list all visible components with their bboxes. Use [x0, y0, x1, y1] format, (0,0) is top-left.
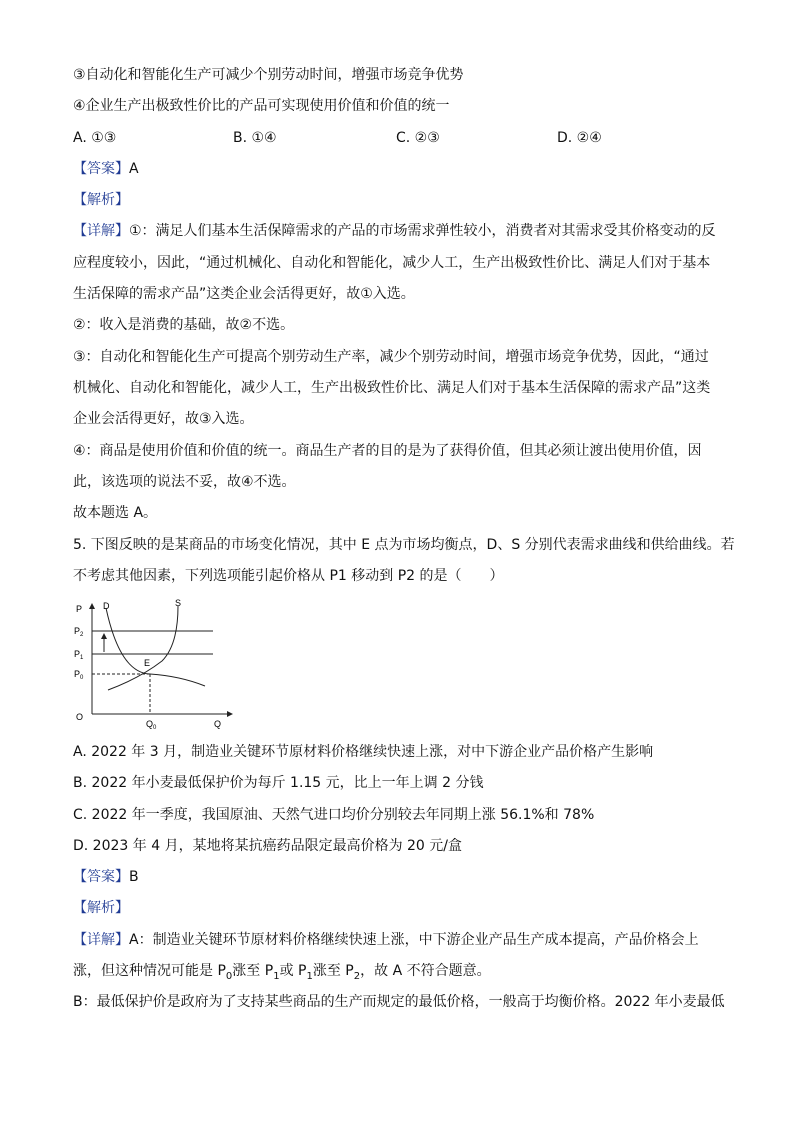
q5-answer-value: B: [129, 869, 139, 885]
q5-option-a: A. 2022 年 3 月，制造业关键环节原材料价格继续快速上涨，对中下游企业产品价格产生影响: [73, 744, 654, 760]
detail-line-10: 故本题选 A。: [73, 505, 158, 521]
demand-curve: [106, 608, 205, 686]
p-axis-label: P: [76, 604, 83, 614]
q0-label: $Q_0$: [146, 719, 157, 731]
supply-demand-figure: [70, 598, 240, 733]
answer-line: [73, 159, 139, 179]
option-d: D. ②④: [557, 130, 602, 146]
p2-label: $P_2$: [74, 626, 84, 638]
origin-label: O: [76, 712, 84, 722]
answer-tag: 【答案】: [73, 161, 129, 177]
q5-option-c: C. 2022 年一季度，我国原油、天然气进口均价分别较去年同期上涨 56.1%和 78%: [73, 807, 595, 823]
detail-line-5: ③：自动化和智能化生产可提高个别劳动生产率，减少个别劳动时间，增强市场竞争优势，因此，“通过: [73, 349, 709, 365]
q5-analysis-tag: 【解析】: [73, 900, 129, 916]
supply-label: S: [175, 598, 182, 608]
q5-stem-line-2: 不考虑其他因素，下列选项能引起价格从 P1 移动到 P2 的是（ ）: [73, 568, 504, 584]
option-a: A. ①③: [73, 130, 117, 146]
detail-line-8: ④：商品是使用价值和价值的统一。商品生产者的目的是为了获得价值，但其必须让渡出使用价值，因: [73, 443, 702, 459]
statement-4: ④企业生产出极致性价比的产品可实现使用价值和价值的统一: [73, 98, 450, 114]
q5-stem-line-1: 5. 下图反映的是某商品的市场变化情况，其中 E 点为市场均衡点，D、S 分别代表需求曲线和供给曲线。若: [73, 537, 735, 553]
demand-label: D: [103, 601, 110, 611]
detail-line-3: 生活保障的需求产品”这类企业会活得更好，故①入选。: [73, 286, 415, 302]
equilibrium-label: E: [144, 658, 151, 668]
statement-3: ③自动化和智能化生产可减少个别劳动时间，增强市场竞争优势: [73, 67, 464, 83]
detail-tag: 【详解】: [73, 223, 129, 239]
detail-line-4: ②：收入是消费的基础，故②不选。: [73, 317, 295, 333]
analysis-tag: 【解析】: [73, 192, 129, 208]
detail-line-9: 此，该选项的说法不妥，故④不选。: [73, 474, 296, 490]
q5-detail-line-2: 涨，但这种情况可能是 $P_0$涨至 $P_1$或 $P_1$涨至 $P_2$，故 A 不符合题意。: [73, 963, 491, 982]
detail-line-1: 【详解】①：满足人们基本生活保障需求的产品的市场需求弹性较小，消费者对其需求受其价格变动的反: [73, 223, 716, 239]
q5-answer-tag: 【答案】: [73, 869, 129, 885]
p1-label: $P_1$: [74, 649, 84, 661]
answer-value: A: [129, 161, 139, 177]
q5-option-b: B. 2022 年小麦最低保护价为每斤 1.15 元，比上一年上调 2 分钱: [73, 775, 484, 791]
q5-detail-tag: 【详解】: [73, 932, 129, 948]
q5-option-d: D. 2023 年 4 月，某地将某抗癌药品限定最高价格为 20 元/盒: [73, 838, 462, 854]
option-b: B. ①④: [233, 130, 277, 146]
option-c: C. ②③: [396, 130, 440, 146]
detail-line-2: 应程度较小，因此，“通过机械化、自动化和智能化，减少人工，生产出极致性价比、满足人们对于基本: [73, 255, 711, 271]
detail-line-7: 企业会活得更好，故③入选。: [73, 411, 254, 427]
q-axis-label: Q: [214, 719, 222, 729]
q5-detail-line-3: B：最低保护价是政府为了支持某些商品的生产而规定的最低价格，一般高于均衡价格。2022 年小麦最低: [73, 994, 725, 1010]
q5-answer-line: [73, 867, 139, 887]
p0-label: $P_0$: [74, 669, 84, 681]
detail-line-6: 机械化、自动化和智能化，减少人工，生产出极致性价比、满足人们对于基本生活保障的需求产品”这类: [73, 380, 711, 396]
q5-detail-line-1: 【详解】A：制造业关键环节原材料价格继续快速上涨，中下游企业产品生产成本提高，产品价格会上: [73, 932, 699, 948]
